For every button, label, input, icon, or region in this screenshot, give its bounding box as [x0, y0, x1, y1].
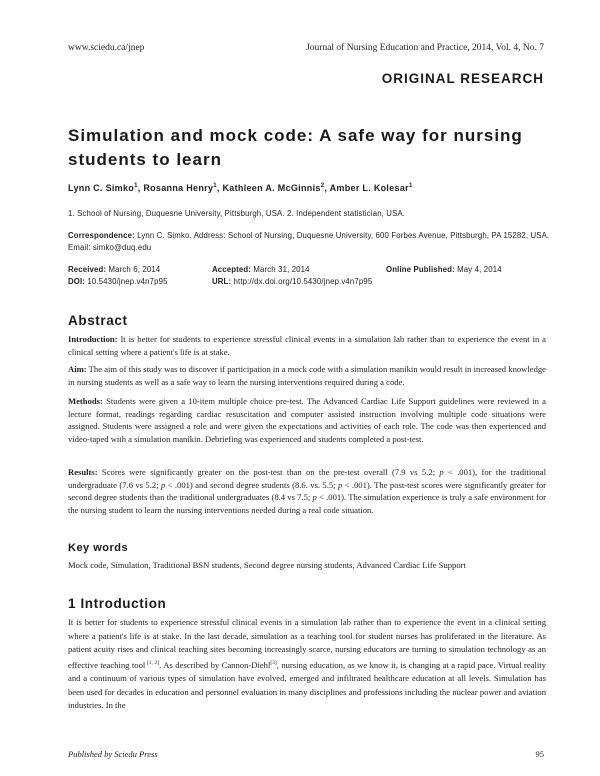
keywords-heading: Key words: [68, 542, 129, 554]
abstract-introduction: [68, 333, 546, 358]
author-name: Lynn C. Simko: [68, 183, 135, 193]
introduction-text: . As described by Cannon-Diehl: [159, 659, 271, 670]
author-affiliation-mark: 2: [320, 183, 325, 189]
results-text: < .001). The post-test scores were significantly greater for second degree students than the traditional undergraduates (8.4 vs 7.5;: [68, 479, 546, 502]
running-header: [68, 43, 544, 56]
publisher-name: Published by Sciedu Press: [68, 749, 158, 759]
methods-text: Students were given a 10-item multiple choice pre-test. The Advanced Cardiac Life Support guidelines were reviewed in a lecture format, readings regarding cardiac resuscitation and computer assisted instruction involving multiple code situations were assigned. Students were assigned a role and were given the expectations and activities of each role. The code was then experienced and video-taped with a simulation manikin. Debriefing was experienced and students completed a post-test.: [68, 396, 546, 444]
author-affiliation-mark: 1: [408, 183, 413, 189]
aim-text: The aim of this study was to discover if participation in a mock code with a simulation manikin would result in increased knowledge in nursing students as well as a safe way to learn the nursing interventions required during a code.: [68, 364, 546, 387]
page-number: 95: [535, 749, 544, 759]
author-affiliation-mark: 1: [134, 183, 138, 189]
abstract-methods: [68, 395, 546, 445]
doi-value: 10.5430/jnep.v4n7p95: [85, 277, 168, 286]
author-separator: ,: [216, 183, 223, 193]
abstract-results: [68, 466, 546, 516]
introduction-text: , nursing education, as we know it, is changing at a rapid pace. Virtual reality and a continuum of various types of simulation have evolved, emerged and infiltrated healthcare education at all levels. Simulation has been used for decades in education and personnel evaluation in many disciplines and professions including the nuclear power and aviation industries. In the: [68, 659, 546, 711]
p-value-symbol: p: [312, 492, 317, 502]
correspondence-text: Lynn C. Simko. Address: School of Nursing, Duquesne University, 600 Forbes Avenue, Pittsburgh, PA 15282, USA. Email: simko@duq.edu: [68, 231, 550, 252]
citation-ref[interactable]: [1, 2]: [145, 659, 160, 666]
results-text: < .001), for the traditional undergraduate (7.6 vs 5.2;: [68, 467, 546, 490]
author-affiliation-mark: 1: [213, 183, 217, 189]
p-value-symbol: p: [337, 479, 343, 490]
introduction-body: [68, 616, 546, 713]
author-name: Amber L. Kolesar: [329, 183, 409, 193]
published-label: Online Published:: [386, 265, 455, 274]
affiliations: 1. School of Nursing, Duquesne University, Pittsburgh, USA. 2. Independent statistician, USA.: [68, 209, 406, 218]
title-line-1: Simulation and mock code: A safe way for nursing: [68, 126, 523, 145]
aim-label: Aim:: [68, 364, 87, 374]
paper-title: [68, 124, 548, 172]
keywords-text: Mock code, Simulation, Traditional BSN students, Second degree nursing students, Advanced Cardiac Life Support: [68, 560, 466, 570]
author-list: [68, 183, 548, 193]
doi-label: DOI:: [68, 277, 86, 286]
title-line-2: students to learn: [68, 150, 222, 169]
intro-label: Introduction:: [68, 334, 118, 344]
received-label: Received:: [68, 265, 107, 274]
introduction-heading: 1 Introduction: [68, 596, 167, 611]
section-label: ORIGINAL RESEARCH: [381, 71, 544, 86]
accepted-value: March 31, 2014: [251, 265, 310, 274]
identifiers-row: [68, 277, 548, 288]
citation-ref[interactable]: [3]: [270, 659, 277, 666]
correspondence: [68, 230, 550, 253]
dates-row: [68, 265, 548, 276]
published-date: [386, 265, 502, 274]
received-value: March 6, 2014: [106, 265, 161, 274]
author-name: Kathleen A. McGinnis: [222, 183, 321, 193]
introduction-text: It is better for students to experience stressful clinical events in a simulation lab rather than to experience the event in a clinical setting where a patient's life is at stake. In the last decade, simulation as a teaching tool for student nurses has proliferated in the literature. As patient acuity rises and clinical teaching sites becoming increasingly scarce, nursing educators are turning to simulation technology as an effective teaching tool: [68, 617, 546, 670]
received-date: [68, 265, 160, 274]
journal-site-link[interactable]: www.sciedu.ca/jnep: [68, 43, 145, 53]
correspondence-label: Correspondence:: [68, 231, 135, 240]
journal-citation: Journal of Nursing Education and Practice, 2014, Vol. 4, No. 7: [306, 43, 544, 53]
results-text: Scores were significantly greater on the post-test than on the pre-test overall (7.9 vs 5.2;: [97, 467, 440, 477]
results-text: < .001). The simulation experience is truly a safe environment for the nursing student to learn the nursing interventions needed during a real code situation.: [68, 492, 546, 515]
accepted-label: Accepted:: [212, 265, 252, 274]
author-separator: ,: [324, 183, 330, 193]
p-value-symbol: p: [439, 467, 444, 477]
methods-label: Methods:: [68, 396, 103, 406]
url[interactable]: [212, 277, 372, 286]
page-footer: [68, 749, 544, 761]
abstract-aim: [68, 363, 546, 388]
intro-text: It is better for students to experience stressful clinical events in a simulation lab rather than to experience the event in a clinical setting where a patient's life is at stake.: [68, 334, 546, 357]
doi: [68, 277, 168, 286]
published-value: May 4, 2014: [454, 265, 502, 274]
p-value-symbol: p: [160, 479, 166, 490]
abstract-heading: Abstract: [68, 313, 128, 328]
results-text: < .001) and second degree students (8.6. vs. 5.5;: [165, 479, 338, 490]
url-link[interactable]: http://dx.doi.org/10.5430/jnep.v4n7p95: [231, 277, 373, 286]
author-name: Rosanna Henry: [143, 183, 214, 193]
results-label: Results:: [68, 467, 98, 477]
accepted-date: [212, 265, 310, 274]
author-separator: ,: [137, 183, 144, 193]
url-label: URL:: [212, 277, 232, 286]
